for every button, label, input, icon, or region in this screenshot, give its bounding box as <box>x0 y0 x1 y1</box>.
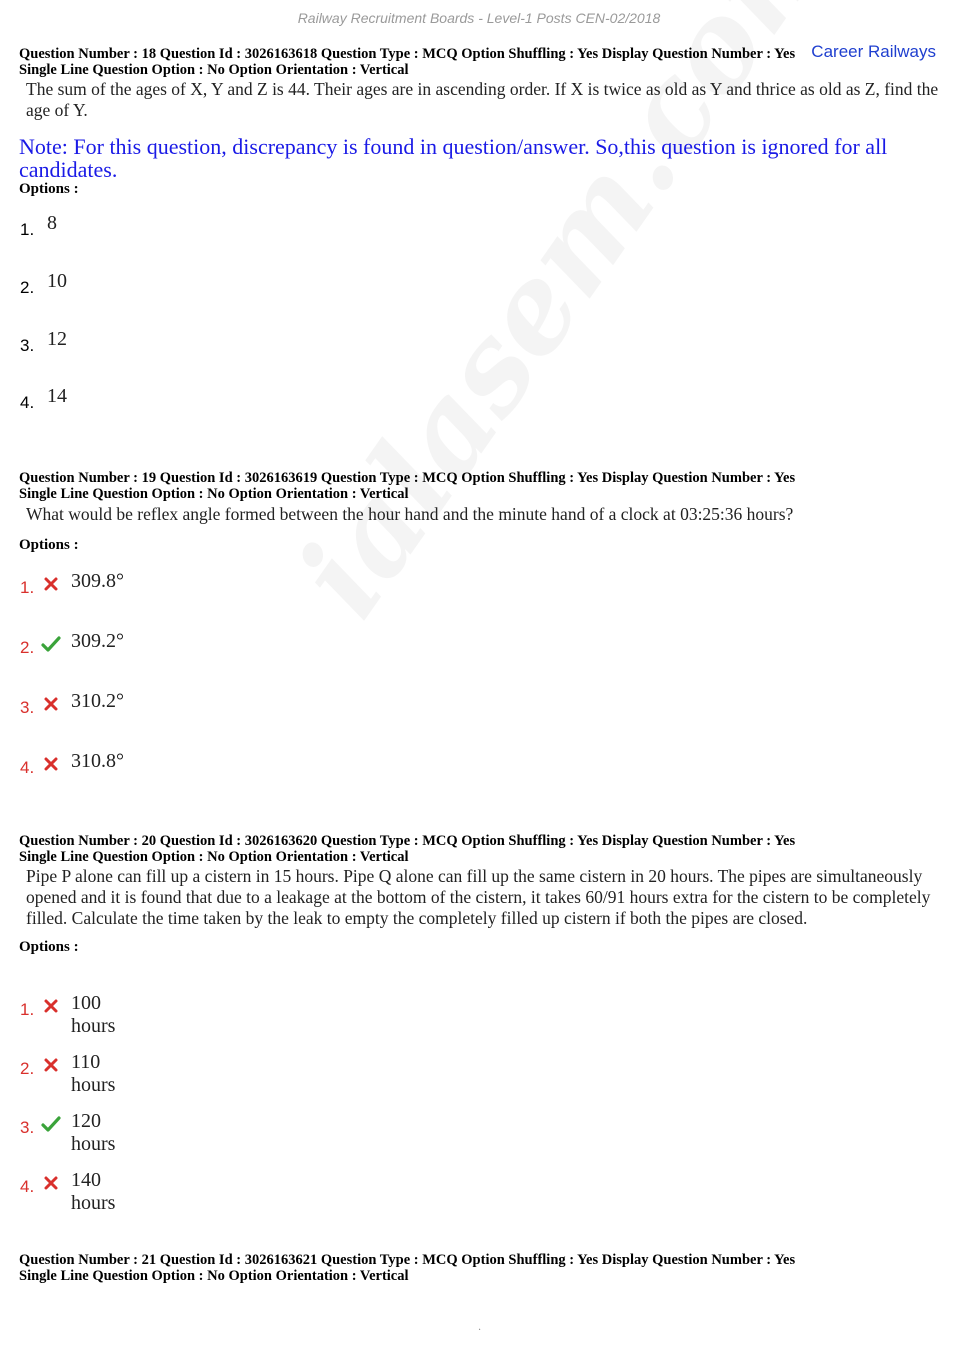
option-number: 3. <box>20 698 35 717</box>
option-value: 309.8° <box>71 570 124 592</box>
wrong-cross-icon <box>41 1173 61 1193</box>
option-value: 110 hours <box>71 1051 116 1096</box>
correct-check-icon <box>41 634 61 654</box>
question-text: The sum of the ages of X, Y and Z is 44. Their ages are in ascending order. If X is twice as old as Y and thrice as old as Z, find the age of Y. <box>26 79 939 120</box>
option-number: 4. <box>20 393 35 412</box>
option-number: 2. <box>20 638 35 657</box>
option-number: 3. <box>20 1118 35 1137</box>
question-21 <box>19 1252 939 1284</box>
option-number: 2. <box>20 278 35 297</box>
wrong-cross-icon <box>41 574 61 594</box>
option-value: 14 <box>47 385 67 407</box>
wrong-cross-icon <box>41 1055 61 1075</box>
option-number: 3. <box>20 336 35 355</box>
option-value: 8 <box>47 212 57 234</box>
question-meta-line2: Single Line Question Option : No Option Orientation : Vertical <box>19 1268 409 1284</box>
question-meta-line1: Question Number : 20 Question Id : 3026163620 Question Type : MCQ Option Shuffling : Yes Display Question Number : Yes <box>19 833 796 849</box>
question-20 <box>19 833 939 956</box>
question-meta-line1: Question Number : 19 Question Id : 3026163619 Question Type : MCQ Option Shuffling : Yes Display Question Number : Yes <box>19 470 796 486</box>
correct-check-icon <box>41 1114 61 1134</box>
option-number: 1. <box>20 578 35 597</box>
option-value: 10 <box>47 270 67 292</box>
option-value: 309.2° <box>71 630 124 652</box>
options-label: Options : <box>19 181 79 197</box>
wrong-cross-icon <box>41 996 61 1016</box>
footer-dot: . <box>478 1322 482 1333</box>
question-18 <box>19 46 939 198</box>
question-text: Pipe P alone can fill up a cistern in 15 hours. Pipe Q alone can fill up the same cistern in 20 hours. The pipes are simultaneously opened and it is found that due to a leakage at the bottom of the cistern, it takes 60/91 hours extra for the cistern to be completely filled. Calculate the time taken by the leak to empty the completely filled up cistern if both the pipes are closed. <box>26 866 931 928</box>
option-value: 100 hours <box>71 992 116 1037</box>
option-number: 2. <box>20 1059 35 1078</box>
wrong-cross-icon <box>41 754 61 774</box>
page-header-title: Railway Recruitment Boards - Level-1 Posts CEN-02/2018 <box>297 10 661 26</box>
option-value: 140 hours <box>71 1169 116 1214</box>
discrepancy-note: Note: For this question, discrepancy is found in question/answer. So,this question is ignored for all candidates. <box>19 134 888 182</box>
question-meta-line2: Single Line Question Option : No Option Orientation : Vertical <box>19 849 409 865</box>
option-number: 1. <box>20 1000 35 1019</box>
wrong-cross-icon <box>41 694 61 714</box>
option-value: 120 hours <box>71 1110 116 1155</box>
question-text: What would be reflex angle formed between the hour hand and the minute hand of a clock at 03:25:36 hours? <box>26 504 794 524</box>
option-number: 4. <box>20 758 35 777</box>
options-label: Options : <box>19 939 79 955</box>
question-meta-line1: Question Number : 18 Question Id : 3026163618 Question Type : MCQ Option Shuffling : Yes Display Question Number : Yes <box>19 46 796 62</box>
option-number: 4. <box>20 1177 35 1196</box>
option-value: 310.8° <box>71 750 124 772</box>
question-meta-line2: Single Line Question Option : No Option Orientation : Vertical <box>19 62 409 78</box>
brand-watermark-link[interactable]: Career Railways <box>811 42 936 61</box>
question-meta-line1: Question Number : 21 Question Id : 3026163621 Question Type : MCQ Option Shuffling : Yes Display Question Number : Yes <box>19 1252 796 1268</box>
question-meta-line2: Single Line Question Option : No Option Orientation : Vertical <box>19 486 409 502</box>
option-value: 310.2° <box>71 690 124 712</box>
options-label: Options : <box>19 537 79 553</box>
option-number: 1. <box>20 220 35 239</box>
option-value: 12 <box>47 328 67 350</box>
question-19 <box>19 470 939 554</box>
